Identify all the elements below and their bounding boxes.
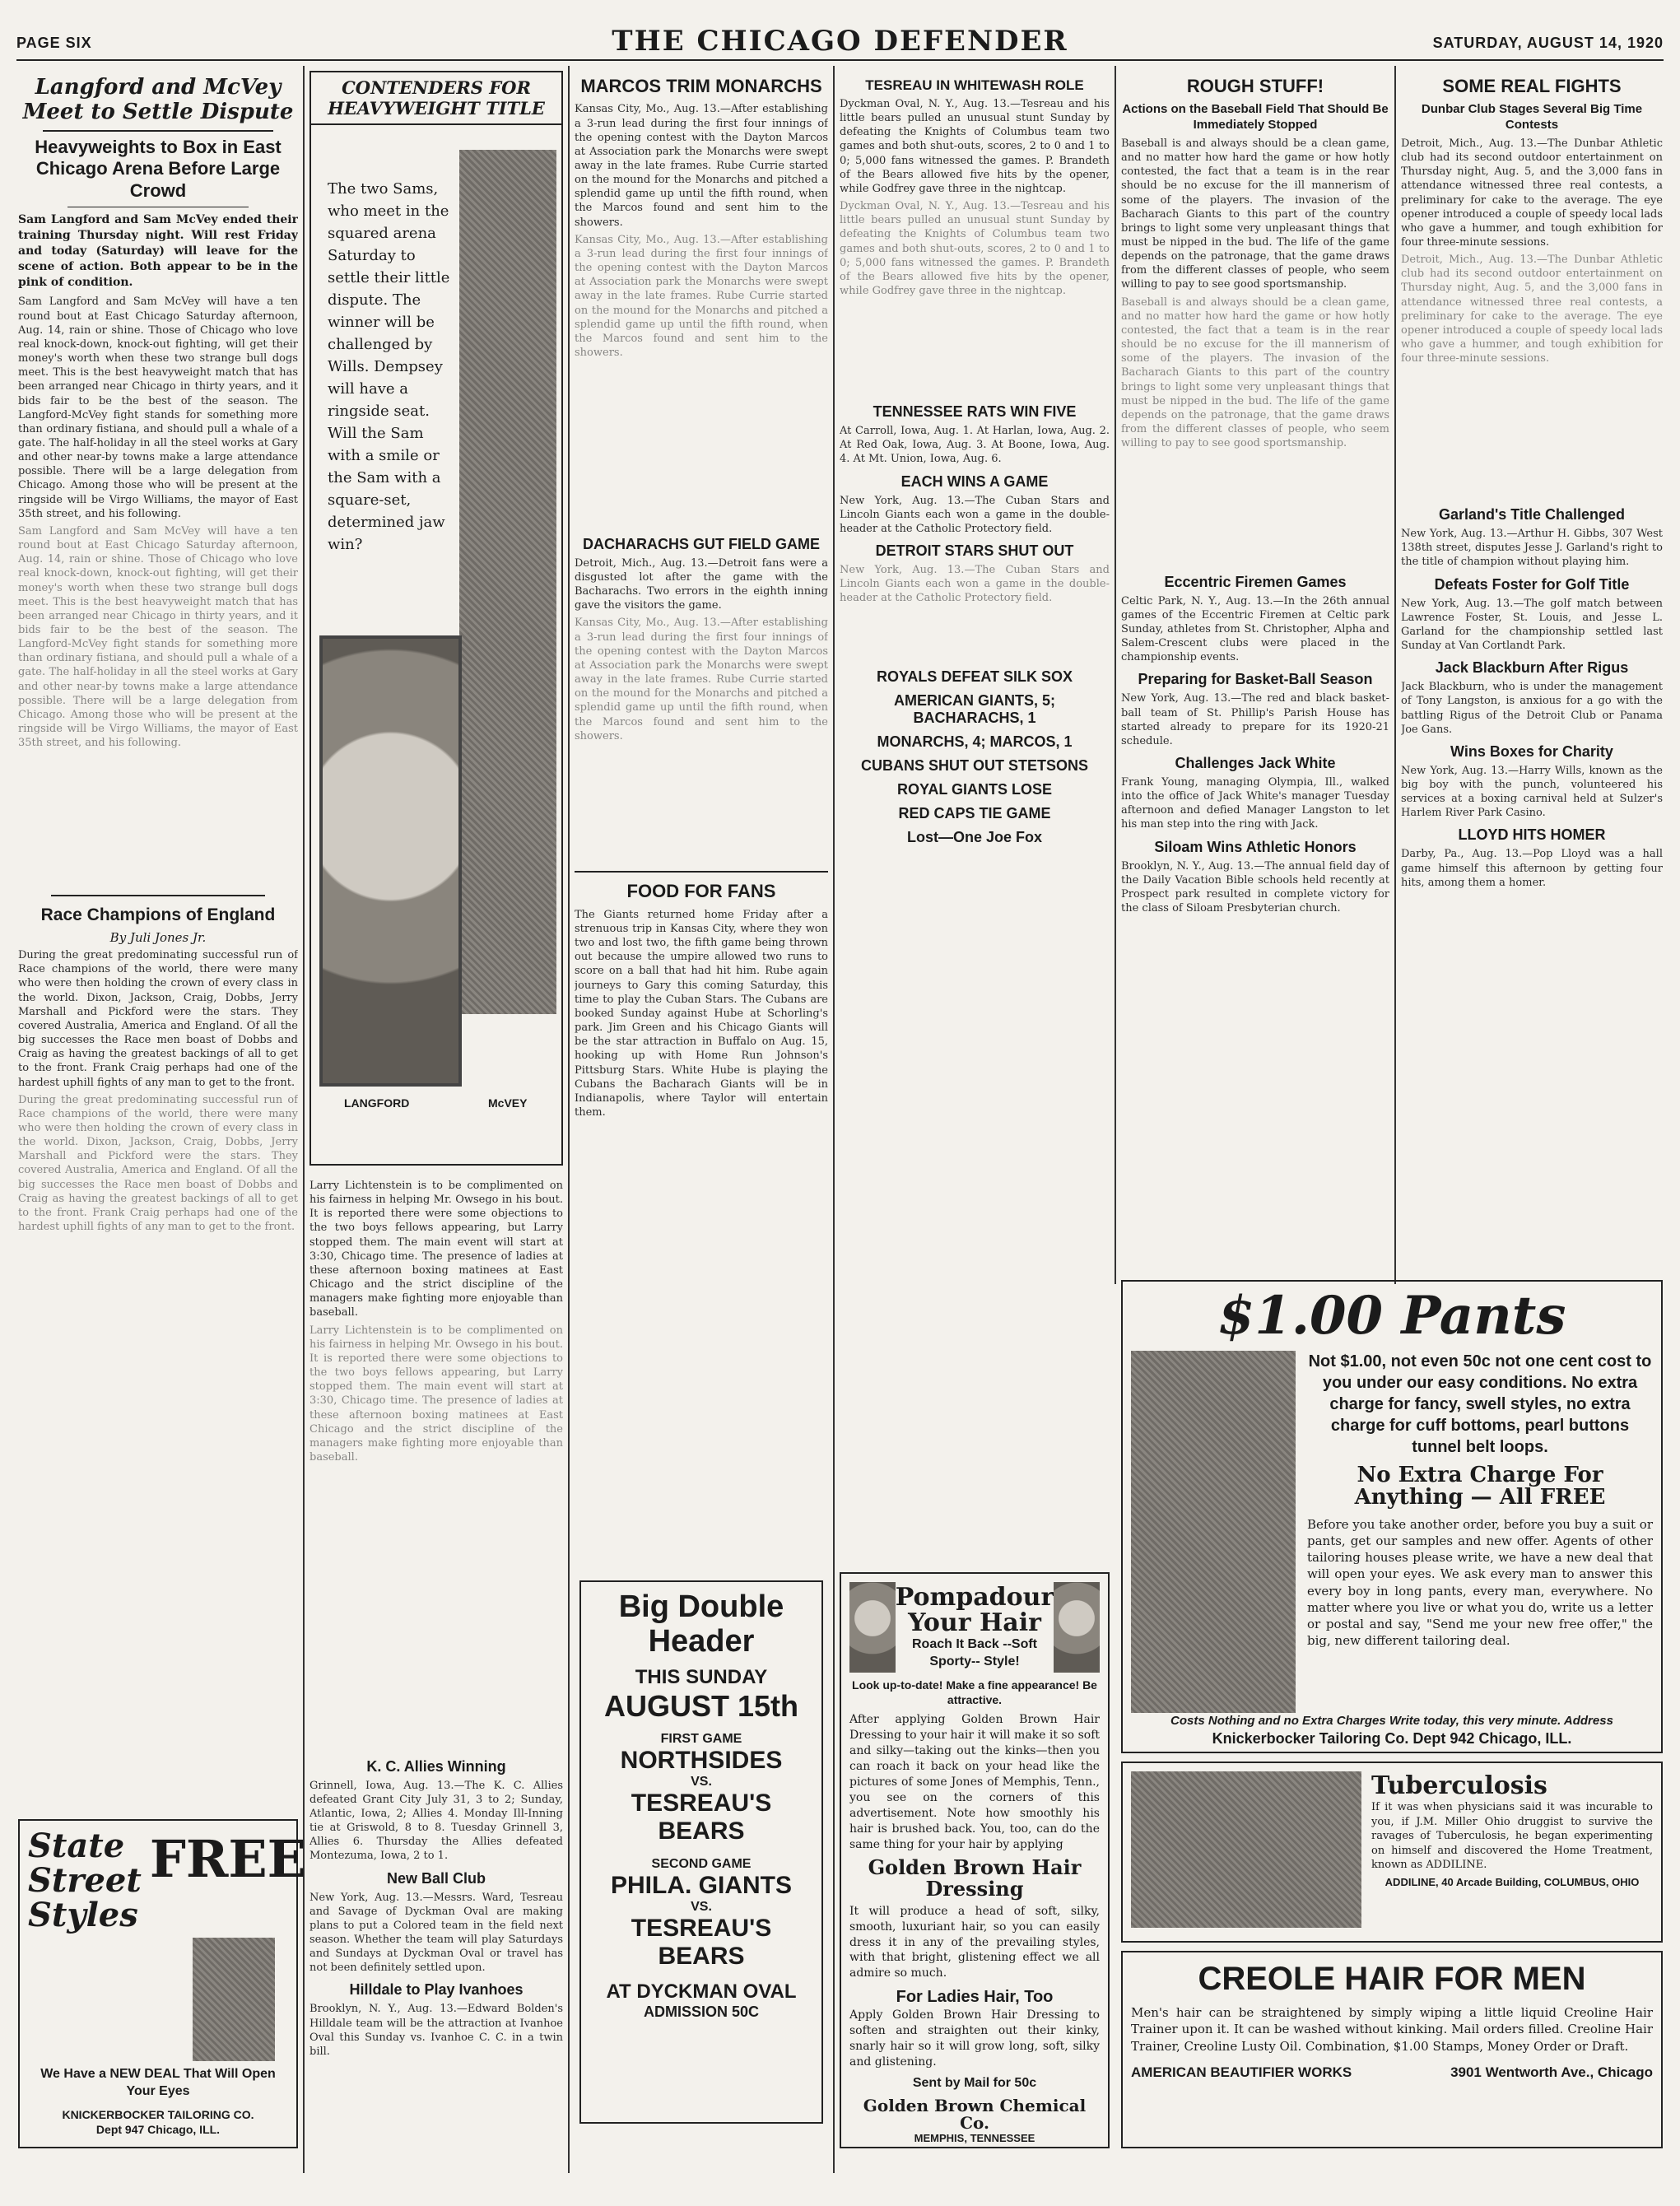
ad-title-line: Styles (28, 1896, 138, 1934)
ad-vs: VS. (691, 1774, 712, 1789)
charity-body: New York, Aug. 13.—Harry Wills, known as the big boy with the punch, volunteered his services at a boxing carnival held at Sulzer's Harlem River Park Casino. (1401, 764, 1663, 820)
headline-tennessee-rats: TENNESSEE RATS WIN FIVE (873, 403, 1077, 421)
ad-admission: ADMISSION 50C (643, 2003, 760, 2020)
siloam-body: Brooklyn, N. Y., Aug. 13.—The annual field day of the Daily Vacation Bible schools held recently at Prospect park resulted in complete victory for the class of Siloam Presbyterian church. (1121, 859, 1389, 915)
headline-lloyd-homer: LLOYD HITS HOMER (1458, 826, 1606, 844)
ad-portrait (1054, 1582, 1100, 1673)
ad-new-deal: We Have a NEW DEAL That Will Open Your Eyes (40, 2067, 276, 2098)
headline-detroit-stars: DETROIT STARS SHUT OUT (875, 542, 1074, 560)
ad-pompadour (840, 1572, 1110, 2148)
headline-challenges-jack-white: Challenges Jack White (1175, 755, 1336, 772)
ad-game-label: SECOND GAME (651, 1856, 752, 1871)
headline-monarchs-marcos: MONARCHS, 4; MARCOS, 1 (877, 733, 1073, 751)
hilldale-body: Brooklyn, N. Y., Aug. 13.—Edward Bolden's Hilldale team will be the attraction at Ivanhoe Oval this Sunday vs. Ivanhoe C. C. in a twin bill. (309, 2003, 563, 2058)
headline-new-ball-club: New Ball Club (386, 1869, 486, 1887)
ad-pants-free: No Extra Charge For Anything — All FREE (1354, 1463, 1606, 1510)
column-rough-stuff (1121, 71, 1389, 1273)
caption-mcvey: McVEY (488, 1096, 528, 1110)
ad-tb-company: ADDILINE, 40 Arcade Building, COLUMBUS, OHIO (1384, 1875, 1640, 1888)
ad-pants-footer: Costs Nothing and no Extra Charges Write today, this very minute. Address (1170, 1714, 1613, 1728)
ad-double-header (579, 1580, 823, 2124)
ad-company: Golden Brown Chemical Co. (863, 2095, 1087, 2133)
headline-kc-allies: K. C. Allies Winning (366, 1757, 506, 1775)
ad-ladies: For Ladies Hair, Too (896, 1988, 1054, 2007)
headline-jack-blackburn: Jack Blackburn After Rigus (1435, 659, 1629, 677)
ad-venue: AT DYCKMAN OVAL (606, 1980, 797, 2003)
defeats-foster-body: New York, Aug. 13.—The golf match between Lawrence Foster, St. Louis, and Jesse L. Garland for the championship settled last Sunday at Van Cortlandt Park. (1401, 597, 1663, 653)
ad-pants-title: $1.00 Pants (1217, 1285, 1566, 1347)
divider (51, 895, 265, 896)
ad-pants-company: Knickerbocker Tailoring Co. Dept 942 Chicago, ILL. (1212, 1729, 1572, 1747)
headline-red-caps: RED CAPS TIE GAME (898, 805, 1051, 822)
article-lead: Sam Langford and Sam McVey ended their training Thursday night. Will rest Friday and today (Saturday) will leave for the scene of action. Both appear to be in the pink of condition. (18, 212, 298, 289)
subhead-heavyweights: Heavyweights to Box in East Chicago Arena Before Large Crowd (35, 136, 282, 201)
rough-stuff-body: Baseball is and always should be a clean game, and no matter how hard the game or how hotly contested, the fact that a team is in the rear should be no excuse for the ill mannerism of some of the players. The invasion of the Bacharach Giants to this part of the country brings to light some very unpleasant things that must be nipped in the bud. The life of the game depends on the patronage, that the game draws from the different classes of people, who seem willing to pay to see good sportsmanship. (1121, 137, 1389, 291)
ad-team: NORTHSIDES (620, 1746, 783, 1774)
ad-man-in-suit (1131, 1351, 1296, 1713)
headline-defeats-foster: Defeats Foster for Golf Title (1434, 575, 1630, 593)
ad-tb-body: If it was when physicians said it was incurable to you, if J.M. Miller Ohio druggist to survive the ravages of Tuberculosis, he began experimenting on himself and discovered the Home Treatment, known as ADDILINE. (1371, 1801, 1653, 1872)
tesreau-box-score: Dyckman Oval, N. Y., Aug. 13.—Tesreau and his little bears pulled an unusual stunt Sunday by defeating the Knights of Columbus team two games and both shut-outs, scores, 2 to 0 and 1 to 0; 5,000 fans witnessed the games. P. Brandeth of the Bears allowed five hits by the opener, while Godfrey gave three in the nightcap. (840, 200, 1110, 298)
column-boxing-notes (309, 1175, 563, 2163)
divider (43, 130, 273, 132)
race-champions-body: During the great predominating successful run of Race champions of the world, there were many who were then holding the crown of every class in the world. Dixon, Jackson, Craig, Dobbs, Jerry Marshall and Pickford were the stars. They covered Australia, America and England. Of all the big successes the Race men boast of Dobbs and Craig as having the greatest backings of all to get to the front. Frank Craig perhaps had one of the hardest uphill fights of any man to get to the front. (18, 949, 298, 1089)
ad-ladies-body: Apply Golden Brown Hair Dressing to soften and straighten out their kinky, snarly hair so it will grow long, soft, silky and glistening. (849, 2008, 1100, 2069)
ad-free-label: FREE (149, 1829, 306, 1889)
ad-pompadour-title: Pompadour Your Hair (895, 1582, 1054, 1638)
headline-royal-giants: ROYAL GIANTS LOSE (896, 781, 1053, 798)
basketball-body: New York, Aug. 13.—The red and black basket-ball team of St. Phillip's Parish House has started already to prepare for its 1920-21 schedule. (1121, 692, 1389, 747)
headline-basketball: Preparing for Basket-Ball Season (1138, 671, 1373, 688)
headline-some-real-fights: SOME REAL FIGHTS (1442, 76, 1622, 96)
article-body-continued: Sam Langford and Sam McVey will have a ten round bout at East Chicago Saturday afternoon, Aug. 14, rain or shine. Those of Chicago who love real knock-down, knock-out fighting, will get their money's worth when these two strange bull dogs meet. This is the best heavyweight match that has been arranged near Chicago in thirty years, and it bids fair to be the best of the season. The Langford-McVey fight stands for something more than ordinary fistiana, and should pull a whale of a gate. The half-holiday in all the steel works at Gary and other near-by towns make a large attendance possible. There will be a large delegation from Chicago. Among those who will be present at the ringside will be Virgo Williams, the mayor of East 35th street, and his following. (18, 524, 298, 750)
blackburn-body: Jack Blackburn, who is under the management of Tony Langston, is anxious for a go with the battling Rigus of the Detroit Club or Panama Joe Gans. (1401, 681, 1663, 736)
ad-creole-company: AMERICAN BEAUTIFIER WORKS (1131, 2064, 1352, 2080)
ad-send: Sent by Mail for 50c (912, 2075, 1037, 2090)
ad-team: TESREAU'S BEARS (631, 1789, 772, 1845)
column-monarchs (575, 71, 828, 1577)
headline-eccentric-firemen: Eccentric Firemen Games (1164, 573, 1347, 590)
race-champions-body-continued: During the great predominating successful run of Race champions of the world, there were many who were then holding the crown of every class in the world. Dixon, Jackson, Craig, Dobbs, Jerry Marshall and Pickford were the stars. They covered Australia, America and England. Of all the big successes the Race men boast of Dobbs and Craig as having the greatest backings of all to get to the front. Frank Craig perhaps had one of the hardest uphill fights of any man to get to the front. (18, 1093, 298, 1234)
garland-body: New York, Aug. 13.—Arthur H. Gibbs, 307 West 138th street, disputes Jesse J. Garland's right to the title of champion without playing him. (1401, 528, 1663, 569)
ad-title-line: Street (28, 1861, 142, 1900)
ad-pants (1121, 1280, 1663, 1753)
ad-pompadour-sub: Roach It Back --Soft Sporty-- Style! (911, 1636, 1037, 1668)
ad-creole-address: 3901 Wentworth Ave., Chicago (1450, 2064, 1653, 2080)
ad-body-2: It will produce a head of soft, silky, smooth, luxuriant hair, so you can easily dress it in any of the prevailing styles, with that bright, glistening effect we all admire so much. (849, 1904, 1100, 1980)
ad-team: TESREAU'S BEARS (631, 1914, 772, 1970)
divider (575, 871, 828, 873)
eccentric-firemen-body: Celtic Park, N. Y., Aug. 13.—In the 26th annual games of the Eccentric Firemen at Celtic park Sunday, athletes from St. Christopher, Alpha and Salem-Crescent clubs were placed in the championship events. (1121, 594, 1389, 664)
subhead-dunbar: Dunbar Club Stages Several Big Time Contests (1421, 102, 1643, 133)
ad-address: Dept 947 Chicago, ILL. (95, 2122, 221, 2136)
mcvey-photo (459, 150, 556, 1014)
headline-cubans-shut-out: CUBANS SHUT OUT STETSONS (860, 757, 1088, 775)
column-real-fights (1401, 71, 1663, 1273)
ad-date: AUGUST 15th (603, 1688, 799, 1723)
headline-bacharachs: DACHARACHS GUT FIELD GAME (583, 535, 820, 552)
lichtenstein-body: Larry Lichtenstein is to be complimented on his fairness in helping Mr. Owsego in his bout. It is reported there were some objections to the two boys fellows appearing, but Larry stopped them. The main event will start at 3:30, Chicago time. The presence of ladies at these afternoon boxing matinees at East Chicago and the strict discipline of the managers make fighting more enjoyable than baseball. (309, 1180, 563, 1319)
headline-lost-joe-fox: Lost—One Joe Fox (906, 829, 1043, 846)
ad-body: After applying Golden Brown Hair Dressing to your hair it will make it so soft and silky—taking out the kinks—then you can roach it back on your head like the pictures of some Jones of Memphis, Tenn., you see on the corners of this advertisement. Note how smoothly his hair is brushed back. You, too, can do the same thing for your hair by applying (849, 1713, 1100, 1851)
caption-langford: LANGFORD (344, 1096, 410, 1110)
marcos-body: Kansas City, Mo., Aug. 13.—After establishing a 3-run lead during the first four innings of the opening contest with the Dayton Marcos at Association park the Monarchs were swept away in the late frames. Rube Currie started on the mound for the Monarchs and pitched a splendid game up until the fifth round, when the Marcos found and sent him to the showers. (575, 103, 828, 229)
issue-date: SATURDAY, AUGUST 14, 1920 (1432, 35, 1664, 51)
challenges-body: Frank Young, managing Olympia, Ill., walked into the office of Jack White's manager Tuesday afternoon and defied Manager Langston to let his man step into the ring with Jack. (1121, 776, 1389, 831)
headline-hilldale-ivanhoes: Hilldale to Play Ivanhoes (349, 1981, 524, 1999)
photo-caption-text: The two Sams, who meet in the squared arena Saturday to settle their little dispute. The winner will be challenged by Wills. Dempsey will have a ringside seat. Will the Sam with a smile or the Sam with a square-set, determined jaw win? (328, 180, 450, 553)
ad-brand: Golden Brown Hair Dressing (868, 1855, 1082, 1901)
ad-double-header-title: Big Double Header (618, 1589, 784, 1659)
column-rule (833, 66, 835, 2173)
headline-american-giants: AMERICAN GIANTS, 5; BACHARACHS, 1 (893, 692, 1055, 727)
headline-garland-title: Garland's Title Challenged (1438, 506, 1625, 524)
column-rule (1115, 66, 1116, 1284)
ad-vs: VS. (691, 1899, 712, 1914)
ad-pants-body: Before you take another order, before you buy a suit or pants, get our samples and new offer. Agents of other tailoring houses please write, we have a new deal that will open your eyes. We ask every man to answer this every boy in long pants, every man, everywhere. No matter where you live or what you do, write us a letter or postal and say, "Send me your new free offer," the big, new different tailoring deal. (1307, 1516, 1653, 1649)
ad-tuberculosis (1121, 1762, 1663, 1943)
column-tesreau (840, 71, 1110, 1569)
ad-game-label: FIRST GAME (660, 1731, 742, 1746)
box-score-monarchs: Kansas City, Mo., Aug. 13.—After establishing a 3-run lead during the first four innings of the opening contest with the Dayton Marcos at Association park the Monarchs were swept away in the late frames. Rube Currie started on the mound for the Monarchs and pitched a splendid game up until the fifth round, when the Marcos found and sent him to the showers. (575, 233, 828, 360)
ad-city: MEMPHIS, TENNESSEE (914, 2131, 1035, 2144)
ad-pants-offer: Not $1.00, not even 50c not one cent cost to you under our easy conditions. No extra charge for fancy, swell styles, no extra charge for cuff bottoms, pearl buttons tunnel belt loops. (1308, 1352, 1652, 1456)
langford-photo (319, 635, 462, 1087)
lloyd-body: Darby, Pa., Aug. 13.—Pop Lloyd was a hall game himself this afternoon by getting four hits, among them a homer. (1401, 848, 1663, 889)
subhead-rough-stuff: Actions on the Baseball Field That Should Be Immediately Stopped (1122, 102, 1389, 133)
ad-tb-figures (1131, 1771, 1361, 1928)
each-wins-body: New York, Aug. 13.—The Cuban Stars and Lincoln Giants each won a game in the double-header at the Catholic Protectory field. (840, 494, 1110, 535)
rough-stuff-body-continued: Baseball is and always should be a clean game, and no matter how hard the game or how hotly contested, the fact that a team is in the rear should be no excuse for the ill mannerism of some of the players. The invasion of the Bacharach Giants to this part of the country brings to light some very unpleasant things that must be nipped in the bud. The life of the game depends on the patronage, that the game draws from the different classes of people, who seem willing to pay to see good sportsmanship. (1121, 296, 1389, 450)
ad-creole-title: CREOLE HAIR FOR MEN (1198, 1961, 1586, 1997)
newspaper-title: THE CHICAGO DEFENDER (612, 25, 1068, 58)
headline-rough-stuff: ROUGH STUFF! (1186, 76, 1324, 96)
real-fights-body-continued: Detroit, Mich., Aug. 13.—The Dunbar Athletic club had its second outdoor entertainment on Thursday night, Aug. 5, and the 3,000 fans in attendance witnessed three real contests, a preliminary for cake to the average. The eye opener introduced a couple of speedy local lads who gave a hummer, and tough exhibition for four three-minute sessions. (1401, 254, 1663, 365)
headline-tesreau: TESREAU IN WHITEWASH ROLE (865, 77, 1084, 93)
ad-man-illustration (193, 1938, 275, 2061)
column-rule (1394, 66, 1396, 1284)
ad-creole-hair (1121, 1951, 1663, 2148)
ad-portrait (849, 1582, 896, 1673)
real-fights-body: Detroit, Mich., Aug. 13.—The Dunbar Athletic club had its second outdoor entertainment on Thursday night, Aug. 5, and the 3,000 fans in attendance witnessed three real contests, a preliminary for cake to the average. The eye opener introduced a couple of speedy local lads who gave a hummer, and tough exhibition for four three-minute sessions. (1401, 137, 1663, 249)
bacharachs-box-score: Kansas City, Mo., Aug. 13.—After establishing a 3-run lead during the first four innings of the opening contest with the Dayton Marcos at Association park the Monarchs were swept away in the late frames. Rube Currie started on the mound for the Monarchs and pitched a splendid game up until the fifth round, when the Marcos found and sent him to the showers. (575, 617, 828, 742)
column-rule (568, 66, 570, 2173)
headline-race-champions: Race Champions of England (40, 905, 276, 924)
headline-marcos-trim-monarchs: MARCOS TRIM MONARCHS (580, 76, 822, 96)
column-langford-mcvey (18, 71, 298, 1717)
headline-royals: ROYALS DEFEAT SILK SOX (876, 668, 1073, 686)
page-number: PAGE SIX (16, 35, 92, 51)
ad-title-line: State (28, 1827, 125, 1865)
headline-food-for-fans: FOOD FOR FANS (626, 881, 776, 902)
bacharachs-body: Detroit, Mich., Aug. 13.—Detroit fans were a disgusted lot after the game with the Bacharachs. Two errors in the eighth inning gave the visitors the game. (575, 556, 828, 612)
tennessee-body: At Carroll, Iowa, Aug. 1. At Harlan, Iowa, Aug. 2. At Red Oak, Iowa, Aug. 3. At Boone, Iowa, Aug. 4. At Mt. Union, Iowa, Aug. 6. (840, 425, 1110, 466)
ad-creole-body: Men's hair can be straightened by simply wiping a little liquid Creoline Hair Trainer upon it. It can be washed without kinking. Mail orders filled. Creoline Hair Trainer, Creoline Lusty Oil. Combination, $1.00 Stamps, Money Order or Draft. (1131, 2005, 1653, 2054)
ad-company: KNICKERBOCKER TAILORING CO. (62, 2107, 254, 2121)
new-ball-club-body: New York, Aug. 13.—Messrs. Ward, Tesreau and Savage of Dyckman Oval are making plans to put a Colored team in the field next season. Whether the team will play Saturdays and Sundays at Dyckman Oval or travel has not been definitely settled upon. (309, 1891, 563, 1975)
ad-state-street-styles (18, 1819, 306, 2148)
lichtenstein-body-continued: Larry Lichtenstein is to be complimented on his fairness in helping Mr. Owsego in his bout. It is reported there were some objections to the two boys fellows appearing, but Larry stopped them. The main event will start at 3:30, Chicago time. The presence of ladies at these afternoon boxing matinees at East Chicago and the strict discipline of the managers make fighting more enjoyable than baseball. (309, 1324, 563, 1464)
ad-day: THIS SUNDAY (635, 1665, 768, 1688)
ad-team: PHILA. GIANTS (610, 1871, 792, 1899)
ad-tagline: Look up-to-date! Make a fine appearance! Be attractive. (852, 1678, 1097, 1707)
article-body: Sam Langford and Sam McVey will have a ten round bout at East Chicago Saturday afternoon, Aug. 14, rain or shine. Those of Chicago who love real knock-down, knock-out fighting, will get their money's worth when these two strange bull dogs meet. This is the best heavyweight match that has been arranged near Chicago in thirty years, and it bids fair to be the best of the season. The Langford-McVey fight stands for something more than ordinary fistiana, and should pull a whale of a gate. The half-holiday in all the steel works at Gary and other near-by towns make a large attendance possible. There will be a large delegation from Chicago. Among those who will be present at the ringside will be Virgo Williams, the mayor of East 35th street, and his following. (18, 296, 298, 520)
detroit-stars-body: New York, Aug. 13.—The Cuban Stars and Lincoln Giants each won a game in the double-header at the Catholic Protectory field. (840, 564, 1110, 605)
contenders-photo-box (309, 71, 563, 1166)
headline-langford-mcvey: Langford and McVey Meet to Settle Dispute (22, 75, 294, 124)
byline: By Juli Jones Jr. (109, 930, 207, 946)
headline-siloam: Siloam Wins Athletic Honors (1154, 838, 1357, 855)
box-title: CONTENDERS FOR HEAVYWEIGHT TITLE (311, 72, 561, 125)
headline-wins-boxes-charity: Wins Boxes for Charity (1450, 742, 1613, 760)
kc-allies-body: Grinnell, Iowa, Aug. 13.—The K. C. Allies defeated Grant City July 31, 3 to 2; Sunday, Atlantic, Iowa, 2; Allies 4. Monday Ill-Inning tie at Griswold, 8 to 8. Tuesday Grinnell 3, Allies 6. Thursday the Allies defeated Montezuma, Iowa, 2 to 1. (309, 1779, 563, 1863)
food-for-fans-body: The Giants returned home Friday after a strenuous trip in Kansas City, where they won two and lost two, the fifth game being thrown out because the umpire allowed two runs to score on a ball that had hit him. Rube again journeys to Gary this coming Saturday, this time to play the Cuban Stars. The Cubans are booked Sunday against Hube at Schorling's park. Jim Green and his Chicago Giants will be the star attraction in Buffalo on Aug. 15, hooking up with Home Run Johnson's Pittsburg Stars. White Hube is playing the Cubans the Bacharach Giants will be in Indianapolis, where Taylor will entertain them. (575, 908, 828, 1119)
headline-each-wins: EACH WINS A GAME (900, 472, 1049, 490)
masthead (16, 25, 1664, 61)
ad-tb-title: Tuberculosis (1371, 1771, 1547, 1800)
tesreau-body: Dyckman Oval, N. Y., Aug. 13.—Tesreau and his little bears pulled an unusual stunt Sunday by defeating the Knights of Columbus team two games and both shut-outs, scores, 2 to 0 and 1 to 0; 5,000 fans witnessed the games. P. Brandeth of the Bears allowed five hits by the opener, while Godfrey gave three in the nightcap. (840, 98, 1110, 195)
